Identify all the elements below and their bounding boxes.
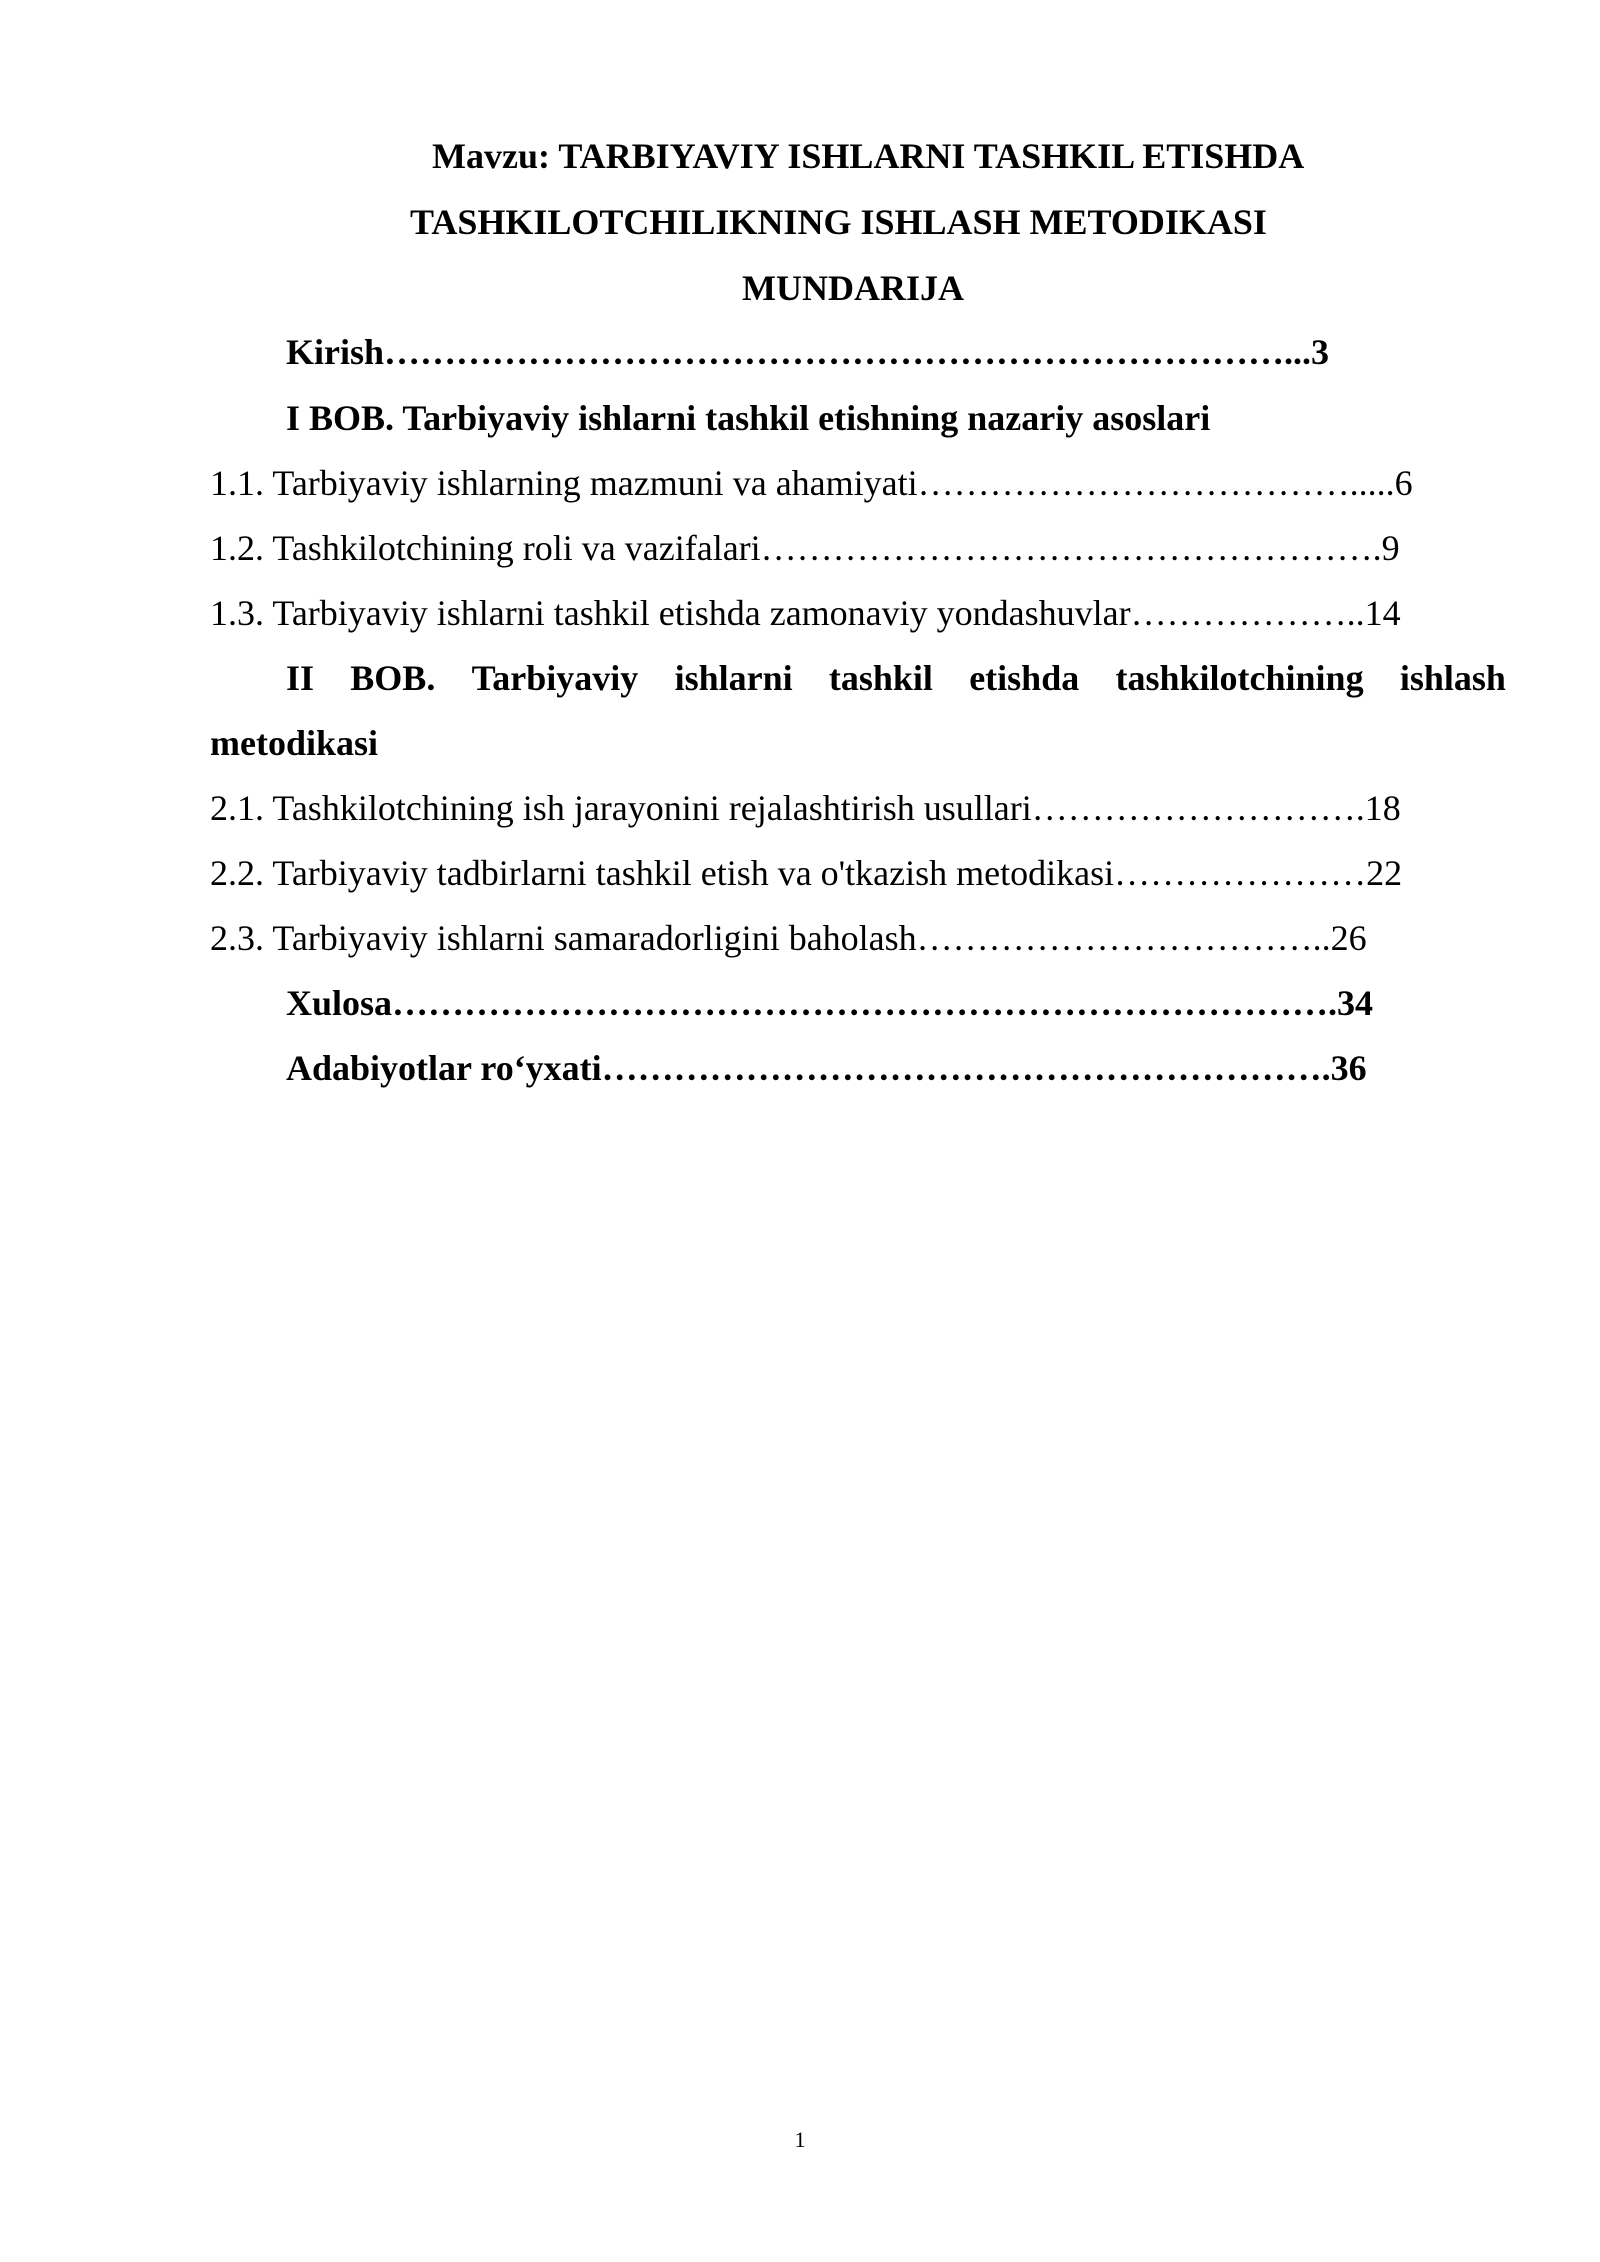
toc-entry-label: 1.2. Tashkilotchining roli va vazifalari	[210, 528, 761, 568]
toc-heading-word: etishda	[969, 658, 1080, 698]
toc-entry-xulosa	[286, 981, 1461, 1025]
toc-entry-1-3	[210, 591, 1470, 635]
toc-heading-word: ishlarni	[674, 658, 793, 698]
toc-leader-dots: ………………..	[1130, 593, 1365, 633]
toc-page-number: 34	[1337, 983, 1374, 1023]
toc-chapter-2-heading-continued	[210, 721, 378, 765]
toc-leader-dots: ……………………………….....	[917, 463, 1395, 503]
toc-leader-dots: …………………………………………………….	[601, 1048, 1331, 1088]
toc-entry-adabiyotlar	[286, 1046, 1461, 1090]
toc-entry-2-3	[210, 916, 1465, 960]
toc-entry-kirish	[286, 330, 1456, 374]
toc-chapter-1-heading	[286, 396, 1210, 440]
toc-leader-dots: …………………………………………….	[760, 528, 1382, 568]
toc-heading-word: tashkil	[828, 658, 933, 698]
toc-heading-word: Tarbiyaviy	[471, 658, 639, 698]
toc-entry-label: 2.1. Tashkilotchining ish jarayonini rejalashtirish usullari	[210, 788, 1032, 828]
page-number-footer: 1	[794, 2127, 806, 2152]
toc-page-number: 36	[1330, 1048, 1367, 1088]
toc-entry-2-2	[210, 851, 1465, 895]
document-title-line-1: Mavzu: TARBIYAVIY ISHLARNI TASHKIL ETISHDA	[432, 136, 1305, 176]
toc-heading-word: II	[286, 658, 315, 698]
toc-heading-word: tashkilotchining	[1115, 658, 1364, 698]
toc-leader-dots: …………………………………………………………………...	[384, 332, 1312, 372]
contents-heading: MUNDARIJA	[742, 268, 964, 308]
toc-entry-label: Kirish	[286, 332, 385, 372]
toc-leader-dots: ……………………………..	[916, 918, 1331, 958]
toc-page-number: 3	[1311, 332, 1330, 372]
toc-heading-word: ishlash	[1399, 658, 1506, 698]
toc-heading-word: BOB.	[350, 658, 436, 698]
toc-page-number: 6	[1394, 463, 1413, 503]
toc-leader-dots: …………………	[1114, 853, 1367, 893]
toc-entry-label: 1.1. Tarbiyaviy ishlarning mazmuni va ahamiyati	[210, 463, 918, 503]
toc-entry-2-1	[210, 786, 1465, 830]
toc-chapter-2-heading	[286, 656, 1506, 700]
toc-entry-label: I BOB. Tarbiyaviy ishlarni tashkil etishning nazariy asoslari	[286, 398, 1211, 438]
toc-page-number: 18	[1364, 788, 1401, 828]
toc-entry-1-2	[210, 526, 1455, 570]
toc-page-number: 22	[1366, 853, 1403, 893]
toc-entry-label: 2.2. Tarbiyaviy tadbirlarni tashkil etish va o'tkazish metodikasi	[210, 853, 1115, 893]
toc-entry-label: metodikasi	[210, 723, 379, 763]
toc-page-number: 9	[1381, 528, 1400, 568]
document-title-line-2: TASHKILOTCHILIKNING ISHLASH METODIKASI	[410, 202, 1267, 242]
toc-entry-label: 2.3. Tarbiyaviy ishlarni samaradorligini baholash	[210, 918, 917, 958]
toc-leader-dots: …………………………………………………………………….	[392, 983, 1338, 1023]
toc-entry-label: 1.3. Tarbiyaviy ishlarni tashkil etishda zamonaviy yondashuvlar	[210, 593, 1131, 633]
toc-page-number: 14	[1364, 593, 1401, 633]
toc-leader-dots: ……………………….	[1031, 788, 1365, 828]
toc-entry-label: Xulosa	[286, 983, 393, 1023]
toc-entry-1-1	[210, 461, 1455, 505]
toc-page-number: 26	[1330, 918, 1367, 958]
toc-entry-label: Adabiyotlar ro‘yxati	[286, 1048, 602, 1088]
